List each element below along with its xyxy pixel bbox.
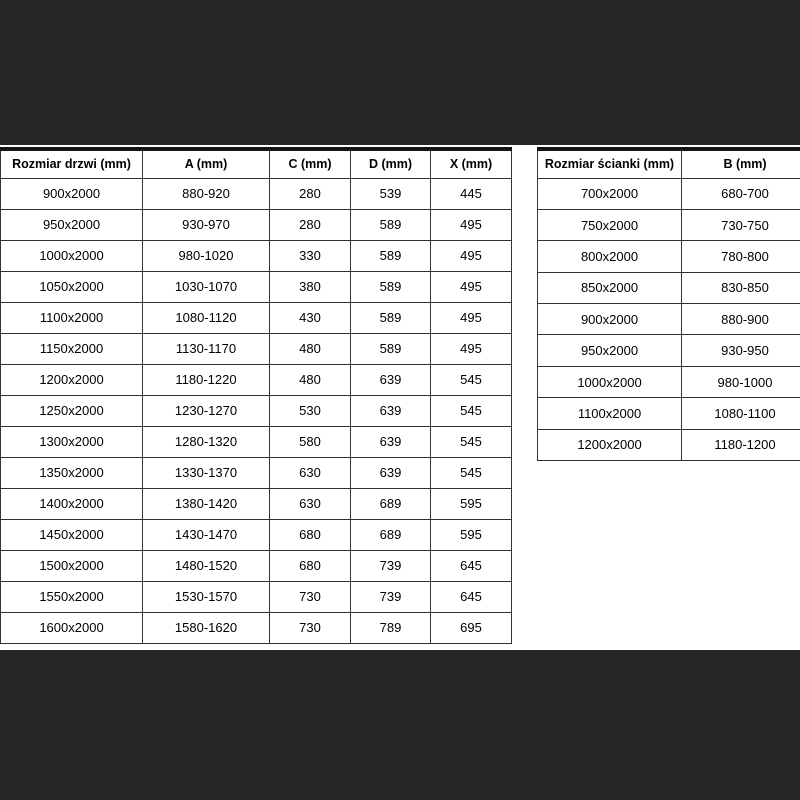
table-cell: 695 bbox=[431, 612, 512, 643]
table-cell: 1080-1100 bbox=[682, 398, 800, 429]
table-cell: 1250x2000 bbox=[1, 395, 143, 426]
table-row bbox=[538, 335, 800, 366]
table-cell: 900x2000 bbox=[1, 178, 143, 209]
table-cell: 680-700 bbox=[682, 178, 800, 209]
table-cell: 789 bbox=[351, 612, 431, 643]
table-cell: 330 bbox=[270, 240, 351, 271]
table-cell: 630 bbox=[270, 488, 351, 519]
table-cell: 700x2000 bbox=[538, 178, 682, 209]
table-cell: 1350x2000 bbox=[1, 457, 143, 488]
table-cell: 589 bbox=[351, 271, 431, 302]
table-row bbox=[538, 178, 800, 209]
table-cell: 495 bbox=[431, 333, 512, 364]
table-row bbox=[538, 241, 800, 272]
table-cell: 1130-1170 bbox=[143, 333, 270, 364]
table-row bbox=[538, 209, 800, 240]
table-row bbox=[1, 488, 512, 519]
table-cell: 1550x2000 bbox=[1, 581, 143, 612]
table-row bbox=[538, 398, 800, 429]
table-cell: 1030-1070 bbox=[143, 271, 270, 302]
table-cell: 1330-1370 bbox=[143, 457, 270, 488]
table-cell: 630 bbox=[270, 457, 351, 488]
table-cell: 1230-1270 bbox=[143, 395, 270, 426]
table-row bbox=[1, 519, 512, 550]
table-cell: 1480-1520 bbox=[143, 550, 270, 581]
table-cell: 1530-1570 bbox=[143, 581, 270, 612]
table-cell: 1430-1470 bbox=[143, 519, 270, 550]
header-row bbox=[1, 149, 512, 178]
table-cell: 1180-1220 bbox=[143, 364, 270, 395]
table-cell: 480 bbox=[270, 333, 351, 364]
table-cell: 639 bbox=[351, 457, 431, 488]
table-cell: 800x2000 bbox=[538, 241, 682, 272]
table-row bbox=[1, 457, 512, 488]
table-cell: 530 bbox=[270, 395, 351, 426]
table-cell: 589 bbox=[351, 240, 431, 271]
table-row bbox=[1, 395, 512, 426]
table-cell: 430 bbox=[270, 302, 351, 333]
table-cell: 980-1020 bbox=[143, 240, 270, 271]
table-cell: 495 bbox=[431, 271, 512, 302]
table-cell: 495 bbox=[431, 209, 512, 240]
table-row bbox=[538, 429, 800, 460]
table-cell: 750x2000 bbox=[538, 209, 682, 240]
door-sizes-table bbox=[0, 147, 512, 644]
table-cell: 639 bbox=[351, 426, 431, 457]
table-cell: 1580-1620 bbox=[143, 612, 270, 643]
table-cell: 495 bbox=[431, 240, 512, 271]
table-cell: 580 bbox=[270, 426, 351, 457]
column-header: Rozmiar ścianki (mm) bbox=[538, 149, 682, 178]
table-row bbox=[1, 333, 512, 364]
table-row bbox=[538, 304, 800, 335]
column-header: B (mm) bbox=[682, 149, 800, 178]
table-cell: 980-1000 bbox=[682, 366, 800, 397]
table-cell: 680 bbox=[270, 550, 351, 581]
table-cell: 780-800 bbox=[682, 241, 800, 272]
table-cell: 645 bbox=[431, 581, 512, 612]
table-row bbox=[1, 271, 512, 302]
table-cell: 1000x2000 bbox=[1, 240, 143, 271]
table-cell: 1050x2000 bbox=[1, 271, 143, 302]
table-cell: 680 bbox=[270, 519, 351, 550]
table-cell: 639 bbox=[351, 364, 431, 395]
table-cell: 639 bbox=[351, 395, 431, 426]
table-cell: 730 bbox=[270, 612, 351, 643]
table-cell: 1200x2000 bbox=[1, 364, 143, 395]
table-cell: 380 bbox=[270, 271, 351, 302]
table-row bbox=[1, 550, 512, 581]
table-cell: 950x2000 bbox=[1, 209, 143, 240]
table-cell: 480 bbox=[270, 364, 351, 395]
table-cell: 545 bbox=[431, 395, 512, 426]
table-cell: 689 bbox=[351, 519, 431, 550]
table-cell: 850x2000 bbox=[538, 272, 682, 303]
column-header: D (mm) bbox=[351, 149, 431, 178]
table-cell: 730-750 bbox=[682, 209, 800, 240]
table-cell: 545 bbox=[431, 457, 512, 488]
column-header: X (mm) bbox=[431, 149, 512, 178]
table-cell: 445 bbox=[431, 178, 512, 209]
table-cell: 1100x2000 bbox=[538, 398, 682, 429]
table-cell: 280 bbox=[270, 209, 351, 240]
table-cell: 1400x2000 bbox=[1, 488, 143, 519]
table-row bbox=[538, 272, 800, 303]
table-row bbox=[538, 366, 800, 397]
table-row bbox=[1, 364, 512, 395]
table-cell: 1300x2000 bbox=[1, 426, 143, 457]
table-row bbox=[1, 612, 512, 643]
table-row bbox=[1, 240, 512, 271]
table-cell: 1080-1120 bbox=[143, 302, 270, 333]
table-cell: 739 bbox=[351, 550, 431, 581]
table-row bbox=[1, 426, 512, 457]
table-cell: 545 bbox=[431, 426, 512, 457]
table-cell: 900x2000 bbox=[538, 304, 682, 335]
table-cell: 645 bbox=[431, 550, 512, 581]
table-cell: 739 bbox=[351, 581, 431, 612]
table-cell: 545 bbox=[431, 364, 512, 395]
table-cell: 930-970 bbox=[143, 209, 270, 240]
table-cell: 1150x2000 bbox=[1, 333, 143, 364]
wall-panel-sizes-table bbox=[537, 147, 800, 461]
table-cell: 1380-1420 bbox=[143, 488, 270, 519]
header-row bbox=[538, 149, 800, 178]
table-row bbox=[1, 581, 512, 612]
column-header: A (mm) bbox=[143, 149, 270, 178]
table-cell: 1450x2000 bbox=[1, 519, 143, 550]
column-header: Rozmiar drzwi (mm) bbox=[1, 149, 143, 178]
table-cell: 589 bbox=[351, 333, 431, 364]
table-cell: 689 bbox=[351, 488, 431, 519]
table-cell: 595 bbox=[431, 488, 512, 519]
column-header: C (mm) bbox=[270, 149, 351, 178]
table-cell: 589 bbox=[351, 302, 431, 333]
table-cell: 880-920 bbox=[143, 178, 270, 209]
table-cell: 1200x2000 bbox=[538, 429, 682, 460]
table-cell: 930-950 bbox=[682, 335, 800, 366]
table-cell: 880-900 bbox=[682, 304, 800, 335]
table-cell: 1500x2000 bbox=[1, 550, 143, 581]
table-cell: 1000x2000 bbox=[538, 366, 682, 397]
table-cell: 1180-1200 bbox=[682, 429, 800, 460]
table-cell: 830-850 bbox=[682, 272, 800, 303]
table-cell: 1600x2000 bbox=[1, 612, 143, 643]
table-cell: 1280-1320 bbox=[143, 426, 270, 457]
table-cell: 495 bbox=[431, 302, 512, 333]
table-cell: 280 bbox=[270, 178, 351, 209]
table-cell: 730 bbox=[270, 581, 351, 612]
table-cell: 595 bbox=[431, 519, 512, 550]
table-cell: 539 bbox=[351, 178, 431, 209]
table-cell: 1100x2000 bbox=[1, 302, 143, 333]
table-cell: 589 bbox=[351, 209, 431, 240]
table-cell: 950x2000 bbox=[538, 335, 682, 366]
table-row bbox=[1, 302, 512, 333]
table-row bbox=[1, 209, 512, 240]
table-row bbox=[1, 178, 512, 209]
